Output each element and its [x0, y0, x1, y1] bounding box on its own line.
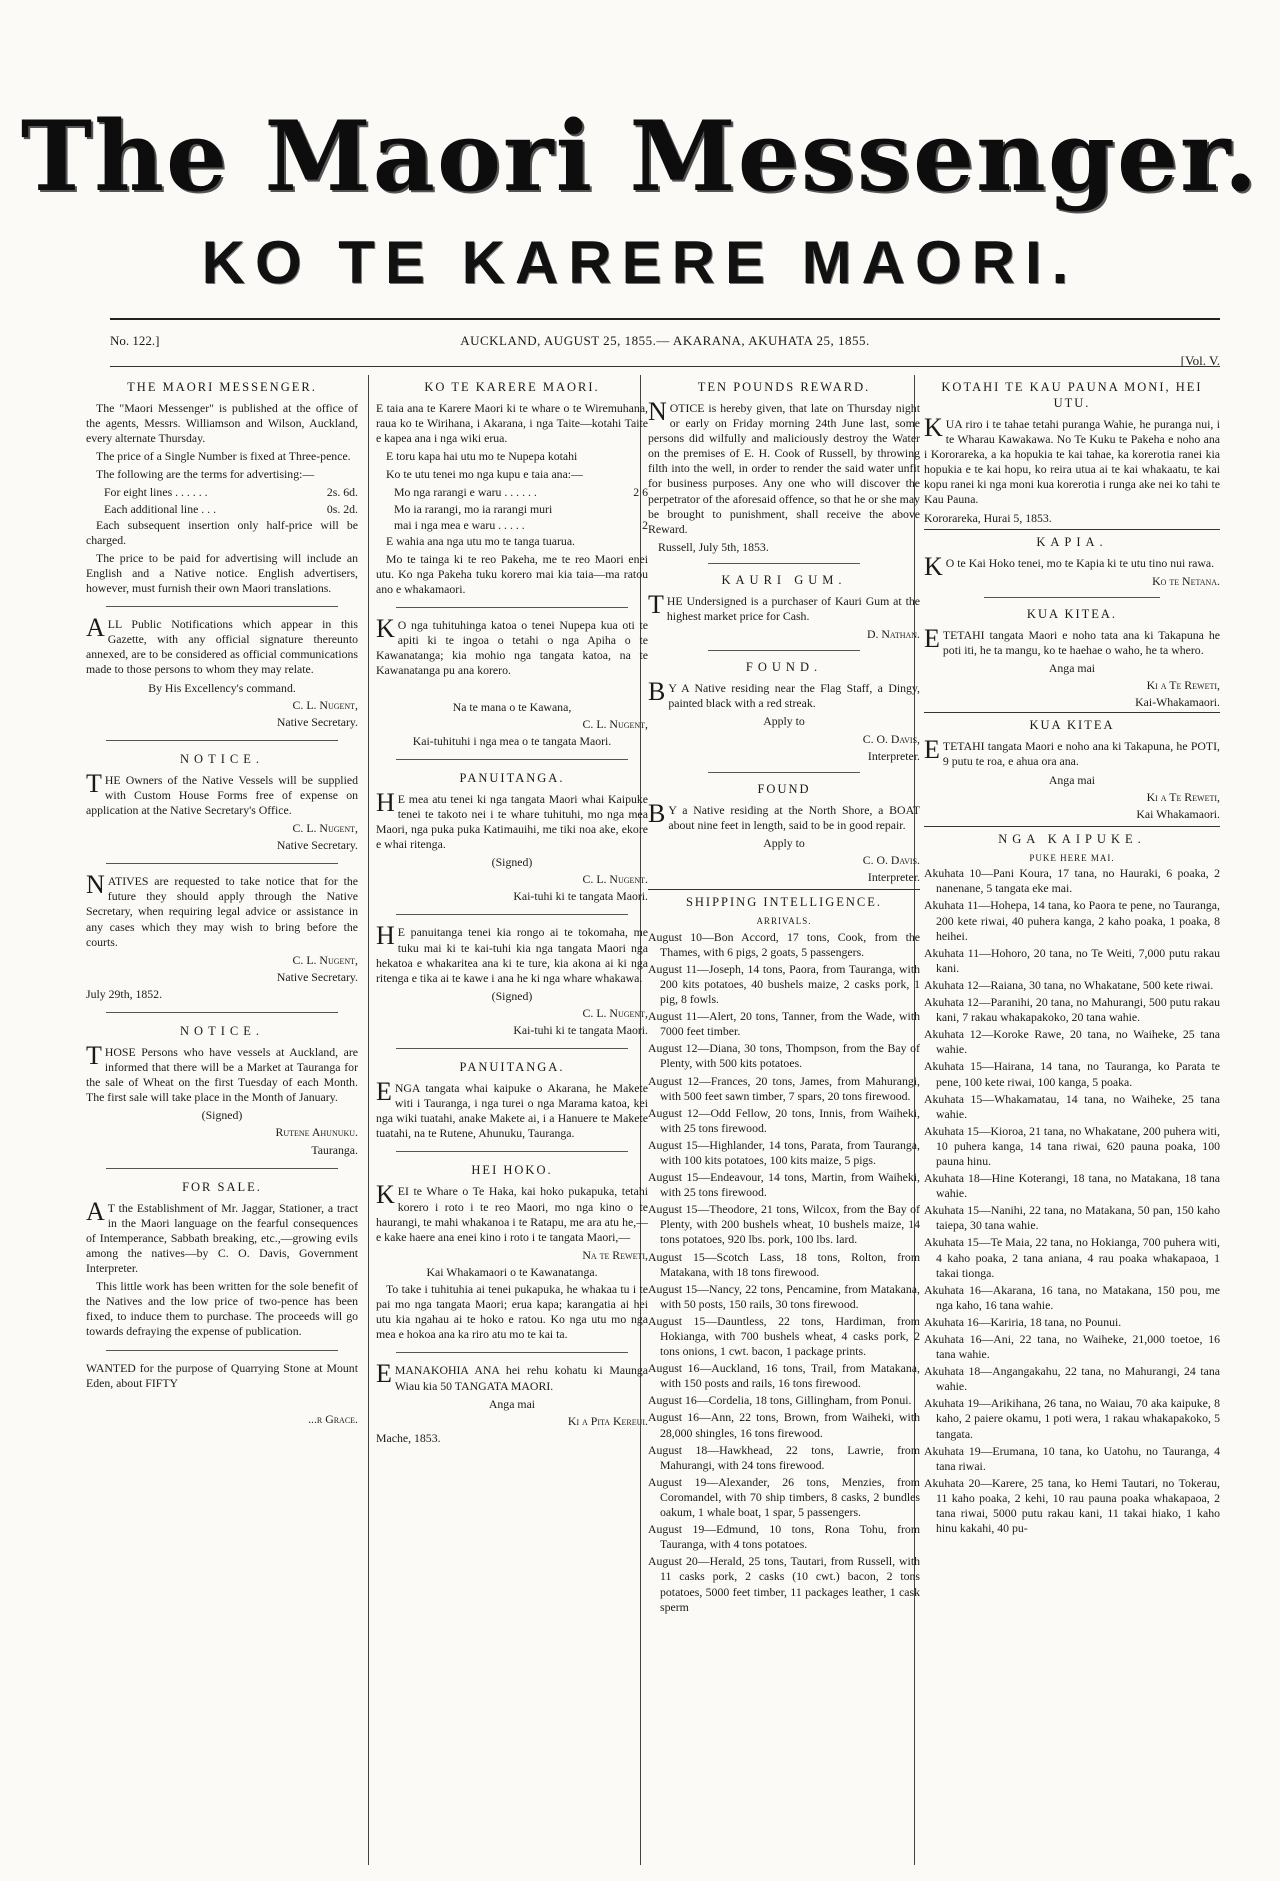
paragraph: EMANAKOHIA ANA hei rehu kohatu ki Maunga Wiau kia 50 TANGATA MAORI.	[376, 1359, 648, 1393]
separator	[396, 914, 628, 915]
signed-note: (Signed)	[491, 988, 533, 1003]
apply-line: Apply to	[763, 835, 805, 850]
apply-line: Anga mai	[488, 1396, 536, 1411]
signature-role: Kai-tuhi ki te tangata Maori.	[513, 889, 648, 904]
column-1	[86, 375, 358, 1865]
shipping-entry: Akuhata 15—Hairana, 14 tana, no Tauranga, ko Parata te pene, 100 kete riwai, 100 kanga, 5 poaka.	[924, 1059, 1220, 1089]
paragraph: E wahia ana nga utu mo te tanga tuarua.	[386, 533, 576, 548]
separator	[106, 740, 338, 741]
masthead-subtitle: KO TE KARERE MAORI.	[201, 229, 1079, 296]
shipping-entry: Akuhata 16—Ani, 22 tana, no Waiheke, 21,000 toetoe, 16 tana wahie.	[924, 1332, 1220, 1362]
paragraph: Each subsequent insertion only half-price will be charged.	[86, 517, 358, 547]
paragraph: WANTED for the purpose of Quarrying Stone at Mount Eden, about FIFTY	[86, 1360, 358, 1390]
shipping-entry: August 15—Highlander, 14 tons, Parata, from Tauranga, with 100 kits potatoes, 100 kits maize, 5 pigs.	[648, 1137, 920, 1167]
paragraph: THE Owners of the Native Vessels will be supplied with Custom House Forms free of expense on application at the Native Secretary's Office.	[86, 768, 358, 817]
rate-line	[394, 485, 648, 500]
shipping-entry: August 18—Hawkhead, 22 tons, Lawrie, from Mahurangi, with 24 tons firewood.	[648, 1442, 920, 1472]
signature-role: Kai-tuhi ki te tangata Maori.	[513, 1023, 648, 1037]
separator	[106, 606, 338, 607]
rate-value: 2	[642, 517, 648, 532]
signature-role: Kai-tuhituhi i nga mea o te tangata Maori.	[412, 733, 612, 748]
shipping-entry: Akuhata 20—Karere, 25 tana, ko Hemi Tautari, no Tokerau, 11 kaho poaka, 2 kehi, 10 rau pauna poaka whakapaoa, 2 tana riwai, 5000 putu rakau kani, 11 takai hiako, 1 kaho hinu kakahi, 40 pu-	[924, 1475, 1220, 1536]
shipping-entry: August 12—Odd Fellow, 20 tons, Innis, from Waiheki, with 25 tons firewood.	[648, 1105, 920, 1135]
shipping-entry: Akuhata 19—Arikihana, 26 tana, no Waiau, 70 aka kaipuke, 8 kaho, 2 paiere okamu, 1 poti wera, 1 rakau whakapakoko, 5 tangata.	[924, 1396, 1220, 1441]
section-heading: THE MAORI MESSENGER.	[127, 380, 317, 394]
command-line: By His Excellency's command.	[148, 680, 296, 695]
separator	[984, 597, 1160, 598]
signed-note: (Signed)	[201, 1108, 243, 1123]
separator	[106, 1350, 338, 1351]
paragraph: KO nga tuhituhinga katoa o tenei Nupepa kua oti te apiti ki te ingoa o tetahi o nga Apiha o te Kawanatanga; kia mohio nga tangata katoa, na te Kawanatanga pu ana korero.	[376, 614, 648, 678]
paragraph: BY a Native residing at the North Shore, a BOAT about nine feet in length, said to be in good repair.	[648, 798, 920, 832]
signature-date: July 29th, 1852.	[86, 986, 163, 1001]
rate-label: Mo nga rarangi e waru . . . . . .	[394, 485, 537, 500]
section-heading: HEI HOKO.	[471, 1163, 553, 1178]
section-heading: TEN POUNDS REWARD.	[697, 380, 871, 394]
masthead-rule	[110, 318, 1220, 320]
paragraph: To take i tuhituhia ai tenei pukapuka, he whakaa tu i te pai mo nga tangata Maori; erua kapa; karangatia ai hei utu kia ngahau ai te hoko e ratou. Ko nga utu mo nga mea e hokoa ana ka riro atu mo te kai ta.	[376, 1282, 648, 1342]
separator	[106, 863, 338, 864]
paragraph: E taia ana te Karere Maori ki te whare o te Wiremuhana, raua ko te Wirihana, i Akarana, i nga Taite—kotahi Taite e kapea ana i nga wiki erua.	[376, 401, 648, 446]
shipping-entry: August 15—Dauntless, 22 tons, Hardiman, from Hokianga, with 700 bushels wheat, 4 casks pork, 2 tons onions, 1 cwt. bacon, 1 package prints.	[648, 1313, 920, 1359]
rate-value: 0s. 2d.	[326, 501, 358, 516]
rate-value: 2 6	[633, 485, 648, 500]
signature-role: Kai Whakamaori o te Kawanatanga.	[426, 1264, 598, 1279]
shipping-entry: August 15—Endeavour, 14 tons, Martin, from Waiheki, with 25 tons firewood.	[648, 1170, 920, 1200]
paragraph: KO te Kai Hoko tenei, mo te Kapia ki te utu tino nui rawa.	[924, 551, 1215, 581]
shipping-entry: Akuhata 15—Kioroa, 21 tana, no Whakatane, 200 puhera witi, 10 puhera kanga, 14 tana riwai, 620 pauna poaka, 100 pauna hinu.	[924, 1123, 1220, 1168]
rate-label: Each additional line . . .	[104, 501, 217, 516]
shipping-entry: Akuhata 18—Hine Koterangi, 18 tana, no Matakana, 18 tana wahie.	[924, 1171, 1220, 1201]
signature: C. L. Nugent,	[292, 952, 358, 967]
shipping-entry: Akuhata 19—Erumana, 10 tana, ko Uatohu, no Tauranga, 4 tana riwai.	[924, 1443, 1220, 1473]
signature: Ko te Netana.	[1152, 573, 1220, 588]
shipping-entry: August 15—Scotch Lass, 18 tons, Rolton, from Matakana, with 18 tons firewood.	[648, 1249, 920, 1279]
paragraph: Ko te utu tenei mo nga kupu e taia ana:—	[386, 467, 583, 482]
apply-line: Apply to	[763, 714, 805, 729]
issue-date: AUCKLAND, AUGUST 25, 1855.— AKARANA, AKUHATA 25, 1855.	[460, 333, 870, 348]
column-3	[648, 375, 920, 1865]
signature: ...r Grace.	[308, 1411, 358, 1426]
paragraph: This little work has been written for the sole benefit of the Natives and the low price of two-pence has been fixed, to induce them to purchase. The proceeds will go towards defraying the expense of publication.	[86, 1279, 358, 1339]
signature: Ki a Pita Kereui.	[567, 1413, 648, 1428]
shipping-entry: Akuhata 12—Raiana, 30 tana, no Whakatane, 500 kete riwai.	[924, 977, 1214, 992]
paragraph: ENGA tangata whai kaipuke o Akarana, he Makete witi i Tauranga, i nga turei o nga Marama katoa, kei nga wiki tuatahi, anake Makete ai, i a Hanuere te Makete tuatahi, na te Rutene, Ahunuku, Tauranga.	[376, 1077, 648, 1141]
signature: C. L. Nugent,	[582, 1005, 648, 1020]
dateline	[110, 333, 1220, 368]
rate-line	[104, 502, 358, 517]
paragraph: The "Maori Messenger" is published at the office of the agents, Messrs. Williamson and Wilson, Auckland, every alternate Thursday.	[86, 401, 358, 446]
shipping-entry: August 11—Joseph, 14 tons, Paora, from Tauranga, with 200 kits potatoes, 40 bushels maize, 2 casks pork, 1 pig, 8 fowls.	[648, 961, 920, 1007]
separator	[708, 563, 860, 564]
section-heading: FOUND	[757, 781, 811, 796]
separator	[396, 1352, 628, 1353]
signature: C. O. Davis.	[862, 852, 920, 867]
paragraph: Mo te tainga ki te reo Pakeha, me te reo Maori enei utu. Ko nga Pakeha tuku korero mai kia taia—ma ratou ano e whakamaori.	[376, 551, 648, 597]
shipping-entry: August 16—Auckland, 16 tons, Trail, from Matakana, with 150 posts and rails, 16 tons firewood.	[648, 1361, 920, 1391]
section-heading: PANUITANGA.	[459, 1060, 565, 1075]
section-heading: NGA KAIPUKE.	[998, 831, 1146, 846]
subheading: ARRIVALS.	[756, 916, 812, 927]
signature: Rutene Ahunuku.	[275, 1125, 358, 1140]
separator	[708, 650, 860, 651]
paragraph: KEI te Whare o Te Haka, kai hoko pukapuka, tetahi korero i roto i te reo Maori, mo nga kino o te haurangi, te mahi whakanoa i te Ratapu, me ara atu he,—e kake haere ana enei kino i roto i te tangata Maori,—	[376, 1180, 648, 1244]
shipping-entry: August 19—Alexander, 26 tons, Menzies, from Coromandel, with 70 ship timbers, 8 casks, 2 bundles oakum, 1 whale boat, 1 spar, 5 passengers.	[648, 1474, 920, 1520]
section-heading: KO TE KARERE MAORI.	[424, 380, 600, 394]
paragraph: KUA riro i te tahae tetahi puranga Wahie, he puranga nui, i te Wharau Kawakawa. No Te Kuku te Pakeha e noho ana i Kororareka, a ka hopukia te kai tahae, ka korerotia ranei kia hopukia e te kai hopu, ko reira utua ai te kai whakaatu, te kai kopu ranei ki nga moni kua korerotia i runga ake nei ko tahi te Kau Pauna.	[924, 413, 1220, 507]
section-heading: FOR SALE.	[182, 1179, 262, 1194]
section-heading: KOTAHI TE KAU PAUNA MONI, HEI UTU.	[941, 380, 1203, 410]
separator	[924, 529, 1220, 530]
rate-line	[394, 518, 648, 533]
rate-line	[104, 485, 358, 500]
signature-role: Kai-Whakamaori.	[1135, 695, 1220, 710]
section-heading: KAURI GUM.	[721, 572, 847, 587]
rate-label: mai i nga mea e waru . . . . .	[394, 517, 525, 532]
column-divider	[368, 375, 369, 1865]
separator	[648, 889, 920, 890]
paragraph: THE Undersigned is a purchaser of Kauri Gum at the highest market price for Cash.	[648, 589, 920, 624]
column-4	[924, 375, 1220, 1865]
shipping-entry: August 19—Edmund, 10 tons, Rona Tohu, from Tauranga, with 4 tons potatoes.	[648, 1522, 920, 1552]
command-line: Na te mana o te Kawana,	[452, 699, 572, 714]
shipping-entry: Akuhata 12—Paranihi, 20 tana, no Mahurangi, 500 putu rakau kani, 7 rakau whakapakoko, 20 tana wahie.	[924, 995, 1220, 1025]
section-heading: KUA KITEA	[1029, 718, 1115, 733]
shipping-entry: Akuhata 15—Nanihi, 22 tana, no Matakana, 50 pan, 150 kaho taiepa, 30 tana wahie.	[924, 1203, 1220, 1233]
separator	[106, 1012, 338, 1013]
rate-label: For eight lines . . . . . .	[104, 485, 208, 500]
signature-role: Kai Whakamaori.	[1136, 806, 1220, 821]
paragraph: The following are the terms for advertising:—	[96, 467, 315, 482]
signature-place: Tauranga.	[311, 1142, 358, 1157]
signature: Na te Reweti,	[582, 1247, 648, 1262]
shipping-entry: Akuhata 16—Akarana, 16 tana, no Matakana, 150 pou, me nga kaho, 16 tana wahie.	[924, 1282, 1220, 1312]
paragraph: ETETAHI tangata Maori e noho tata ana ki Takapuna he poti iti, he ta mangu, ko te haehae o waho, he ta whero.	[924, 623, 1220, 657]
section-heading: NOTICE.	[180, 1024, 264, 1038]
shipping-entry: Akuhata 15—Whakamatau, 14 tana, no Waiheke, 25 tana wahie.	[924, 1091, 1220, 1121]
paragraph: E toru kapa hai utu mo te Nupepa kotahi	[386, 449, 578, 464]
shipping-entry: August 10—Bon Accord, 17 tons, Cook, from the Thames, with 6 pigs, 2 goats, 5 passengers.	[648, 929, 920, 959]
signature: C. L. Nugent,	[582, 716, 648, 731]
shipping-entry: August 12—Diana, 30 tons, Thompson, from the Bay of Plenty, with 500 kits potatoes.	[648, 1041, 920, 1071]
shipping-entry: August 15—Theodore, 21 tons, Wilcox, from the Bay of Plenty, with 200 bushels wheat, 10 bushels maize, 14 tons potatoes, 920 lbs. pork, 100 lbs. lard.	[648, 1202, 920, 1247]
rate-line	[394, 502, 648, 517]
paragraph: The price to be paid for advertising will include an English and a Native notice. English advertisers, however, must furnish their own Maori translations.	[86, 550, 358, 596]
separator	[396, 1048, 628, 1049]
shipping-entry: August 15—Nancy, 22 tons, Pencamine, from Matakana, with 50 posts, 150 rails, 30 tons firewood.	[648, 1281, 920, 1311]
apply-line: Anga mai	[1048, 661, 1096, 676]
rate-label: Mo ia rarangi, mo ia rarangi muri	[394, 501, 553, 516]
section-heading: SHIPPING INTELLIGENCE.	[685, 895, 883, 910]
signature: C. L. Nugent,	[292, 821, 358, 836]
paragraph: NATIVES are requested to take notice that for the future they should apply through the Native Secretary, when requiring legal advice or assistance in any cases which they may wish to bring before the courts.	[86, 870, 358, 949]
issue-number: No. 122.]	[110, 333, 160, 348]
separator	[106, 1168, 338, 1169]
section-heading: KUA KITEA.	[1026, 606, 1118, 621]
signature: Ki a Te Reweti,	[1146, 678, 1220, 693]
shipping-entry: Akuhata 16—Kariria, 18 tana, no Pounui.	[924, 1314, 1122, 1329]
signed-note: (Signed)	[491, 855, 533, 870]
signature-role: Interpreter.	[867, 870, 920, 885]
paragraph: The price of a Single Number is fixed at Three-pence.	[96, 449, 351, 464]
shipping-entry: August 11—Alert, 20 tons, Tanner, from the Wade, with 7000 feet timber.	[648, 1009, 920, 1039]
paragraph: HE panuitanga tenei kia rongo ai te tokomaha, me tuku mai ki te kai-tuhi kia nga tangata Maori nga hekatoa e whakaritea ana ki te ture, kia akona ai ki nga ritenga e tika ai te kawe i ana he ki nga whare whakawa.	[376, 921, 648, 985]
paragraph: THOSE Persons who have vessels at Auckland, are informed that there will be a Market at Tauranga for the sale of Wheat on the first Tuesday of each Month. The first sale will take place in the Month of January.	[86, 1041, 358, 1105]
separator	[924, 826, 1220, 827]
section-heading: PANUITANGA.	[459, 770, 565, 785]
shipping-entry: Akuhata 11—Hohepa, 14 tana, ko Paora te pene, no Tauranga, 200 kete riwai, 40 puhera kanga, 2 kaho poaka, 1 poaka, 8 heihei.	[924, 898, 1220, 943]
signature-role: Native Secretary.	[276, 838, 358, 853]
signature: C. L. Nugent.	[582, 872, 648, 887]
volume-number: [Vol. V.	[1180, 353, 1220, 368]
paragraph: NOTICE is hereby given, that late on Thursday night or early on Friday morning 24th June last, some persons did wilfully and maliciously destroy the Water on the premises of E. H. Cook of Russell, by throwing filth into the well, in order to render the said water unfit for business purposes. Any one who will discover the perpetrator of the aforesaid offence, so that he or she may be brought to punishment, shall receive the above Reward.	[648, 397, 920, 536]
separator	[396, 1151, 628, 1152]
column-2	[376, 375, 648, 1865]
signature-date: Mache, 1853.	[376, 1430, 441, 1445]
shipping-entry: Akuhata 15—Te Maia, 22 tana, no Hokianga, 700 puhera witi, 4 kaho poaka, 2 tana aniana, 4 rau poaka whakapaoa, 1 takai tionga.	[924, 1235, 1220, 1280]
apply-line: Anga mai	[1048, 772, 1096, 787]
signature: C. O. Davis,	[862, 731, 920, 746]
rate-value: 2s. 6d.	[326, 485, 358, 500]
subheading: PUKE HERE MAI.	[1029, 852, 1115, 863]
dateline-rule	[110, 366, 1220, 367]
signature-role: Native Secretary.	[276, 969, 358, 984]
shipping-entry: Akuhata 18—Angangakahu, 22 tana, no Mahurangi, 24 tana wahie.	[924, 1364, 1220, 1394]
shipping-entry: August 12—Frances, 20 tons, James, from Mahurangi, with 500 feet sawn timber, 7 spars, 20 tons firewood.	[648, 1073, 920, 1103]
shipping-entry: August 20—Herald, 25 tons, Tautari, from Russell, with 11 casks pork, 2 casks (10 cwt.) bacon, 2 tons potatoes, 5000 feet timber, 11 packages leather, 1 cask sperm	[648, 1554, 920, 1614]
paragraph-date: Kororareka, Hurai 5, 1853.	[924, 510, 1052, 525]
shipping-entry: Akuhata 12—Koroke Rawe, 20 tana, no Waiheke, 25 tana wahie.	[924, 1027, 1220, 1057]
signature: D. Nathan.	[867, 627, 920, 642]
separator	[924, 712, 1220, 713]
section-heading: KAPIA.	[1036, 534, 1108, 549]
separator	[708, 772, 860, 773]
paragraph: AT the Establishment of Mr. Jaggar, Stationer, a tract in the Maori language on the fearful consequences of Intemperance, Sabbath breaking, etc.,—growing evils among the natives—by C. O. Davis, Government Interpreter.	[86, 1196, 358, 1276]
signature-role: Interpreter.	[867, 748, 920, 763]
section-heading: FOUND.	[745, 660, 823, 675]
shipping-entry: Akuhata 11—Hohoro, 20 tana, no Te Weiti, 7,000 putu rakau kani.	[924, 945, 1220, 975]
shipping-entry: Akuhata 10—Pani Koura, 17 tana, no Hauraki, 6 poaka, 2 nanenane, 5 tangata eke mai.	[924, 866, 1220, 896]
shipping-entry: August 16—Ann, 22 tons, Brown, from Waiheki, with 28,000 shingles, 16 tons firewood.	[648, 1410, 920, 1440]
separator	[396, 759, 628, 760]
signature: C. L. Nugent,	[292, 697, 358, 712]
paragraph-date: Russell, July 5th, 1853.	[658, 539, 769, 554]
masthead-title: The Maori Messenger.	[20, 100, 1260, 213]
paragraph: HE mea atu tenei ki nga tangata Maori whai Kaipuke tenei te takoto nei i te whare tuhituhi, mo nga mea Maori, nga puka puka Katimauihi, me tiki noa ake, ekore e whai ritenga.	[376, 787, 648, 852]
paragraph: ETETAHI tangata Maori e noho ana ki Takapuna, he POTI, 9 putu te roa, e ahua ora ana.	[924, 735, 1220, 769]
signature: Ki a Te Reweti,	[1146, 789, 1220, 804]
signature-role: Native Secretary.	[276, 714, 358, 729]
section-heading: NOTICE.	[180, 751, 264, 766]
paragraph: BY A Native residing near the Flag Staff, a Dingy, painted black with a red streak.	[648, 677, 920, 711]
shipping-entry: August 16—Cordelia, 18 tons, Gillingham, from Ponui.	[648, 1393, 912, 1408]
paragraph: ALL Public Notifications which appear in this Gazette, with any official signature thereunto annexed, are to be considered as official communications made to those persons to whom they may relate.	[86, 613, 358, 677]
separator	[396, 607, 628, 608]
